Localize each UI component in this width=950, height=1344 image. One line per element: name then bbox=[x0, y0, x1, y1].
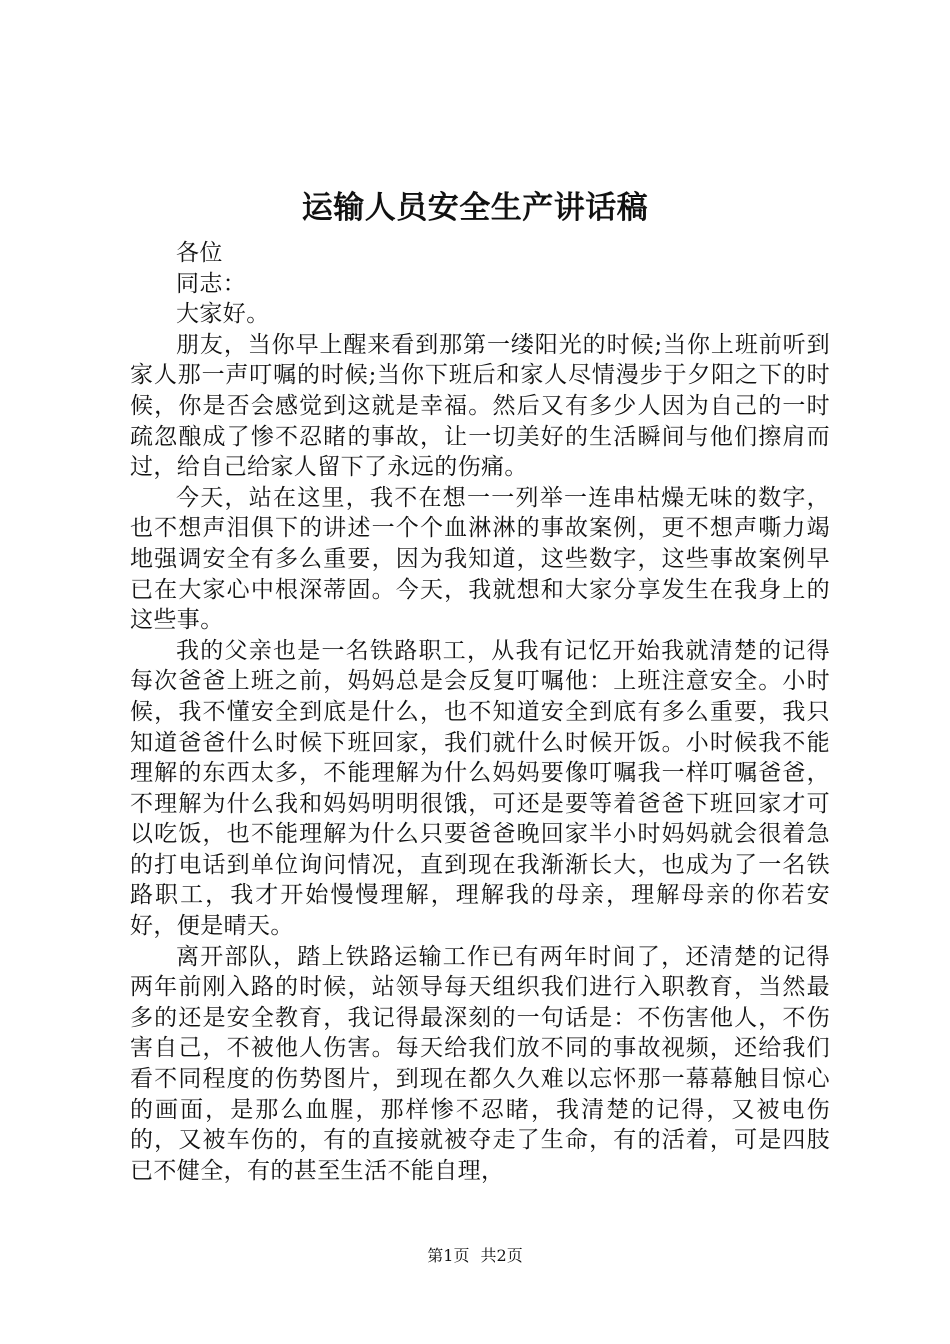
greeting-line: 同志： bbox=[176, 270, 247, 297]
paragraph: 我的父亲也是一名铁路职工，从我有记忆开始我就清楚的记得每次爸爸上班之前，妈妈总是会反复叮嘱他：上班注意安全。小时候，我不懂安全到底是什么，也不知道安全到底有多么重要，我只知道爸爸什么时候下班回家，我们就什么时候开饭。小时候我不能理解的东西太多，不能理解为什么妈妈要像叮嘱我一样叮嘱爸爸，不理解为什么我和妈妈明明很饿，可还是要等着爸爸下班回家才可以吃饭，也不能理解为什么只要爸爸晚回家半小时妈妈就会很着急的打电话到单位询问情况，直到现在我渐渐长大，也成为了一名铁路职工，我才开始慢慢理解，理解我的母亲，理解母亲的你若安好，便是晴天。 bbox=[130, 637, 830, 940]
greeting-line: 各位 bbox=[176, 240, 223, 266]
document-title: 运输人员安全生产讲话稿 bbox=[301, 190, 649, 226]
paragraph: 离开部队，踏上铁路运输工作已有两年时间了，还清楚的记得两年前刚入路的时候，站领导每天组织我们进行入职教育，当然最多的还是安全教育，我记得最深刻的一句话是：不伤害他人，不伤害自己，不被他人伤害。每天给我们放不同的事故视频，还给我们看不同程度的伤势图片，到现在都久久难以忘怀那一幕幕触目惊心的画面，是那么血腥，那样惨不忍睹，我清楚的记得，又被电伤的，又被车伤的，有的直接就被夺走了生命，有的活着，可是四肢已不健全，有的甚至生活不能自理， bbox=[130, 943, 830, 1184]
paragraph: 今天，站在这里，我不在想一一列举一连串枯燥无味的数字，也不想声泪俱下的讲述一个个血淋淋的事故案例，更不想声嘶力竭地强调安全有多么重要，因为我知道，这些数字，这些事故案例早已在大家心中根深蒂固。今天，我就想和大家分享发生在我身上的这些事。 bbox=[130, 484, 830, 634]
page-total: 共2页 bbox=[480, 1246, 523, 1265]
paragraph: 朋友，当你早上醒来看到那第一缕阳光的时候;当你上班前听到家人那一声叮嘱的时候;当你下班后和家人尽情漫步于夕阳之下的时候，你是否会感觉到这就是幸福。然后又有多少人因为自己的一时疏忽酿成了惨不忍睹的事故，让一切美好的生活瞬间与他们擦肩而过，给自己给家人留下了永远的伤痛。 bbox=[130, 331, 830, 481]
greeting-line: 大家好。 bbox=[176, 301, 270, 328]
page-footer bbox=[0, 1244, 950, 1268]
page-number: 第1页 bbox=[427, 1246, 470, 1265]
document-body bbox=[130, 238, 830, 1186]
